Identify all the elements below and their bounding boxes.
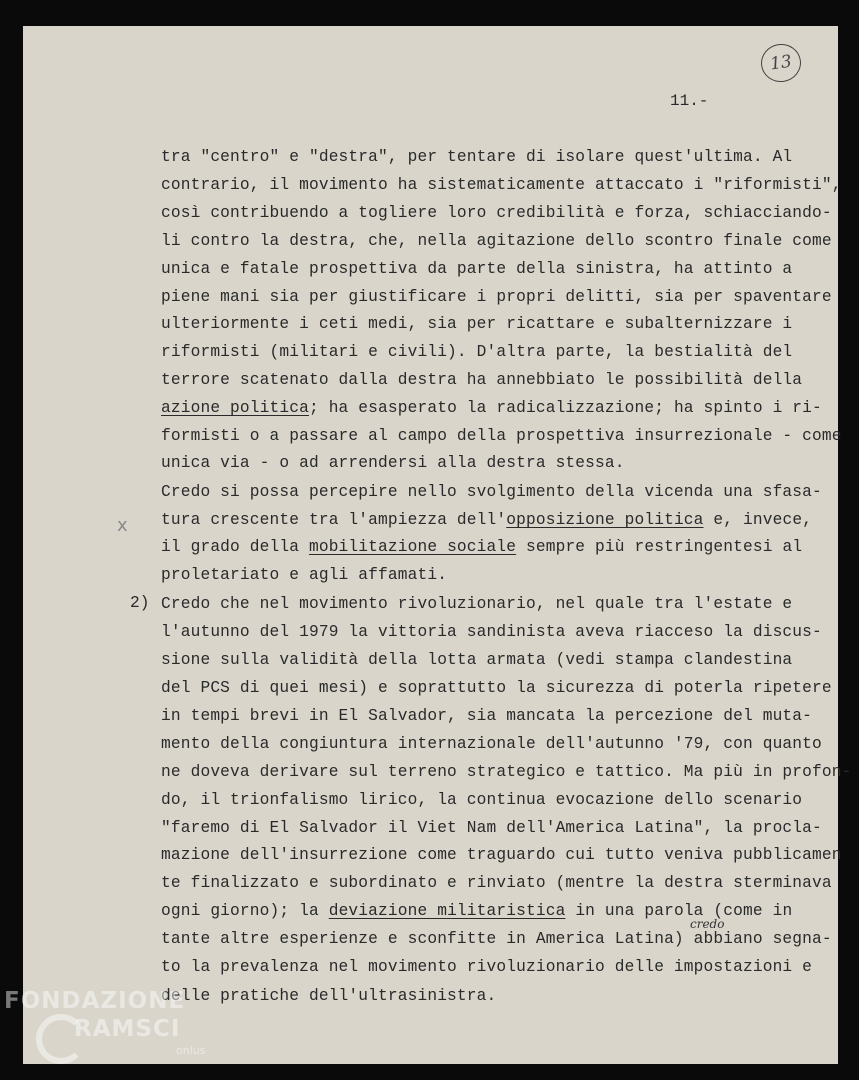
text-segment: piene mani sia per giustificare i propri delitti, sia per spaventare xyxy=(161,288,832,306)
text-segment: to la prevalenza nel movimento rivoluzionario delle impostazioni e xyxy=(161,958,813,976)
text-line xyxy=(161,482,822,502)
text-segment: contrario, il movimento ha sistematicamente attaccato i "riformisti", xyxy=(161,176,842,194)
text-line xyxy=(161,147,792,167)
watermark-onlus: onlus xyxy=(176,1044,206,1057)
text-line xyxy=(161,845,842,865)
text-line xyxy=(161,203,832,223)
text-line xyxy=(161,453,625,473)
text-segment: sione sulla validità della lotta armata (vedi stampa clandestina xyxy=(161,651,793,669)
text-segment: mazione dell'insurrezione come traguardo cui tutto veniva pubblicamen xyxy=(161,846,842,864)
margin-mark: x xyxy=(117,515,128,536)
text-segment: do, il trionfalismo lirico, la continua evocazione dello scenario xyxy=(161,791,803,809)
text-segment: tante altre esperienze e sconfitte in America Latina) abbiano segna- xyxy=(161,930,832,948)
text-line xyxy=(161,706,812,726)
text-segment: proletariato e agli affamati. xyxy=(161,566,448,584)
text-line xyxy=(161,314,792,334)
text-line xyxy=(161,287,832,307)
text-line xyxy=(161,929,832,949)
text-segment: sempre più restringentesi al xyxy=(516,538,803,556)
watermark-line2: RAMSCI xyxy=(74,1016,181,1042)
text-line xyxy=(161,762,852,782)
text-segment: Credo si possa percepire nello svolgimento della vicenda una sfasa- xyxy=(161,483,822,501)
watermark-line1: FONDAZIONE xyxy=(4,988,186,1014)
text-segment: così contribuendo a togliere loro credibilità e forza, schiacciando- xyxy=(161,204,832,222)
text-line xyxy=(161,510,812,530)
text-segment: in una parola (come in xyxy=(565,902,793,920)
text-segment: tura crescente tra l'ampiezza dell' xyxy=(161,511,507,529)
text-segment: il grado della xyxy=(161,538,309,556)
text-segment: unica via - o ad arrendersi alla destra stessa. xyxy=(161,454,625,472)
text-segment: l'autunno del 1979 la vittoria sandinista aveva riacceso la discus- xyxy=(161,623,822,641)
text-line xyxy=(161,678,832,698)
text-segment: terrore scatenato dalla destra ha annebbiato le possibilità della xyxy=(161,371,803,389)
text-line xyxy=(161,342,792,362)
text-segment: riformisti (militari e civili). D'altra parte, la bestialità del xyxy=(161,343,793,361)
page-number: 11.- xyxy=(670,92,709,110)
text-line xyxy=(161,231,832,251)
text-segment: tra "centro" e "destra", per tentare di isolare quest'ultima. Al xyxy=(161,148,793,166)
text-line xyxy=(161,790,802,810)
fondazione-gramsci-watermark xyxy=(2,986,232,1076)
text-segment: ulteriormente i ceti medi, sia per ricattare e subalternizzare i xyxy=(161,315,793,333)
text-segment: in tempi brevi in El Salvador, sia mancata la percezione del muta- xyxy=(161,707,813,725)
text-segment: ; ha esasperato la radicalizzazione; ha spinto i ri- xyxy=(308,399,822,417)
text-segment: delle pratiche dell'ultrasinistra. xyxy=(161,987,497,1005)
text-segment: ne doveva derivare sul terreno strategico e tattico. Ma più in profon- xyxy=(161,763,852,781)
text-line xyxy=(161,565,447,585)
text-line xyxy=(161,734,822,754)
text-line xyxy=(161,175,842,195)
text-line xyxy=(161,259,792,279)
underlined-phrase: azione politica xyxy=(161,399,309,417)
paragraph-marker-2: 2) xyxy=(130,594,150,612)
text-segment: e, invece, xyxy=(703,511,813,529)
text-line xyxy=(161,650,792,670)
text-segment: formisti o a passare al campo della prospettiva insurrezionale - come xyxy=(161,427,842,445)
text-line xyxy=(161,873,832,893)
text-line xyxy=(161,398,822,418)
text-segment: li contro la destra, che, nella agitazione dello scontro finale come xyxy=(161,232,832,250)
text-segment: mento della congiuntura internazionale dell'autunno '79, con quanto xyxy=(161,735,822,753)
underlined-phrase: deviazione militaristica xyxy=(328,902,566,920)
underlined-phrase: opposizione politica xyxy=(506,511,704,529)
text-segment: Credo che nel movimento rivoluzionario, nel quale tra l'estate e xyxy=(161,595,793,613)
text-segment: "faremo di El Salvador il Viet Nam dell'America Latina", la procla- xyxy=(161,819,822,837)
text-line xyxy=(161,594,792,614)
text-line xyxy=(161,622,822,642)
stamp-number: 13 xyxy=(768,51,794,75)
text-line xyxy=(161,426,842,446)
handwritten-insert: credo xyxy=(690,917,725,931)
text-line xyxy=(161,370,802,390)
text-line xyxy=(161,818,822,838)
text-segment: del PCS di quei mesi) e soprattutto la sicurezza di poterla ripetere xyxy=(161,679,832,697)
text-segment: ogni giorno); la xyxy=(161,902,329,920)
underlined-phrase: mobilitazione sociale xyxy=(308,538,517,556)
text-line xyxy=(161,537,802,557)
text-segment: te finalizzato e subordinato e rinviato (mentre la destra sterminava xyxy=(161,874,832,892)
text-segment: unica e fatale prospettiva da parte della sinistra, ha attinto a xyxy=(161,260,793,278)
text-line xyxy=(161,957,812,977)
